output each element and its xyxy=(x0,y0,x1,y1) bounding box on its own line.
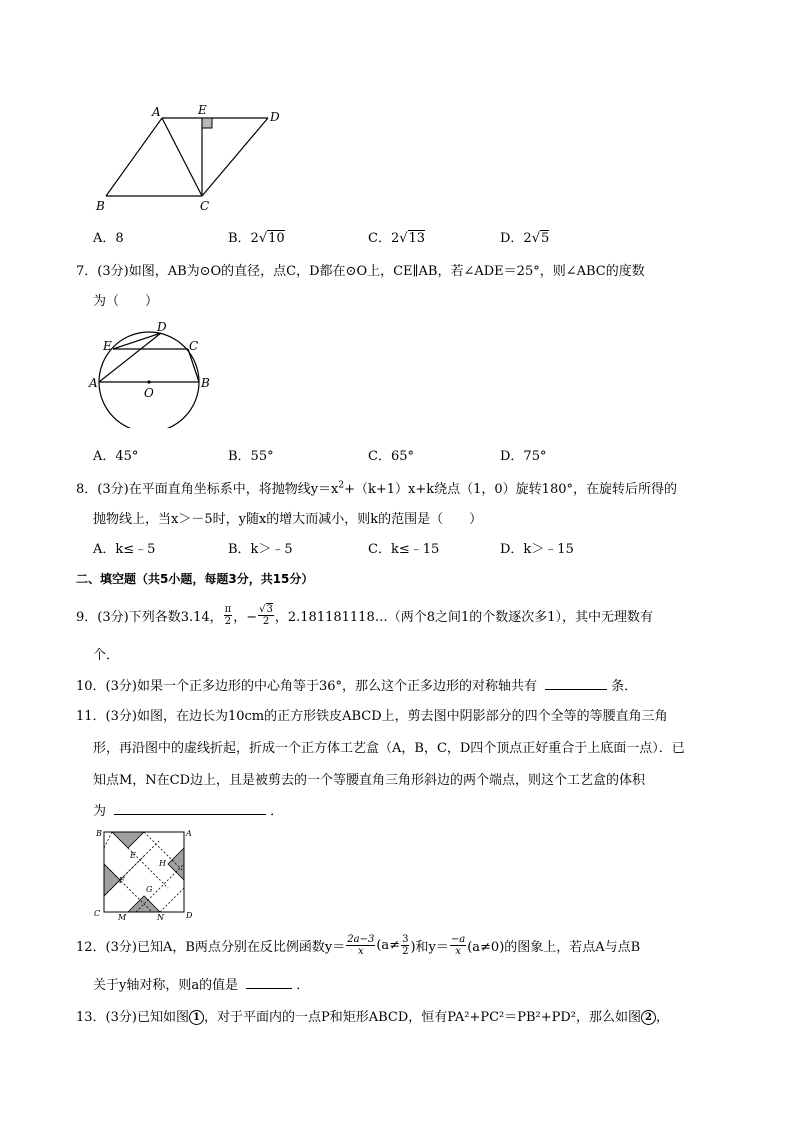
q12-line2-text: 关于y轴对称，则a的值是 xyxy=(93,978,239,993)
q13-text-a: 已知如图 xyxy=(136,1010,189,1025)
label-M: M xyxy=(118,913,127,922)
cut-triangle-left xyxy=(104,864,120,896)
chord-CB xyxy=(188,349,199,382)
q7-option-c: C．65° xyxy=(368,449,414,464)
label-A: A xyxy=(152,105,161,119)
q6-option-a: A．8 xyxy=(93,231,124,246)
label-O: O xyxy=(144,386,154,400)
q13-text-c: ， xyxy=(656,1010,670,1025)
q11-number: 11．(3分) xyxy=(76,709,137,724)
q11-line2: 形，再沿图中的虚线折起，折成一个正方体工艺盒（A，B，C，D四个顶点正好重合于上底面一点）．已 xyxy=(93,741,685,756)
q9-frac2-radicand: 3 xyxy=(266,603,273,615)
q9-frac2-den: 2 xyxy=(262,615,270,627)
q10-line xyxy=(76,675,637,694)
q12-cond1-den: 2 xyxy=(402,945,409,957)
q12-fraction-2 xyxy=(450,934,466,957)
q12-text-a: 已知A，B两点分别在反比例函数y＝ xyxy=(136,939,346,955)
q12-f1-den: x xyxy=(357,945,364,957)
q6-option-c: C．2√13 xyxy=(368,231,426,246)
q8-line1 xyxy=(76,478,677,497)
q12-line1 xyxy=(76,929,640,961)
figure-q6-parallelogram xyxy=(92,100,292,215)
q8-superscript: 2 xyxy=(338,480,345,491)
cut-triangle-top-left xyxy=(112,832,144,848)
section-2-title: 二、填空题（共5小题，每题3分，共15分） xyxy=(76,572,314,586)
label-D: D xyxy=(186,911,193,920)
q6-option-b: B．2√10 xyxy=(228,231,285,246)
q12-answer-blank[interactable] xyxy=(246,975,292,989)
label-E: E xyxy=(103,339,112,353)
q12-fraction-3-over-2 xyxy=(401,934,409,957)
q10-answer-blank[interactable] xyxy=(545,676,607,690)
q6-option-d-radicand: 5 xyxy=(541,231,550,246)
q10-number: 10．(3分) xyxy=(76,679,137,694)
label-C: C xyxy=(200,199,210,213)
center-point xyxy=(147,380,150,383)
q11-line4-suffix: ． xyxy=(270,804,284,819)
segment-DC xyxy=(202,118,268,196)
label-C: C xyxy=(189,339,199,353)
label-E: E xyxy=(198,103,207,117)
q9-line1 xyxy=(76,598,653,632)
q9-frac1-num: π xyxy=(224,603,232,615)
label-G: G xyxy=(146,885,153,894)
q7-number: 7．(3分) xyxy=(76,264,129,279)
q8-text-b: +（k+1）x+k绕点（1，0）旋转180°，在旋转后所得的 xyxy=(344,482,677,497)
label-D: D xyxy=(157,320,167,334)
label-B: B xyxy=(96,199,105,213)
q11-line4 xyxy=(93,800,283,819)
q9-frac1-den: 2 xyxy=(224,615,232,627)
q7-line2: 为（ ） xyxy=(93,294,159,309)
q7-line1 xyxy=(76,260,645,279)
q13-line1 xyxy=(76,1006,669,1025)
q8-line2: 抛物线上，当x＞－5时，y随x的增大而减小，则k的范围是（ ） xyxy=(93,512,483,527)
q12-f2-num: −a xyxy=(450,933,466,945)
q8-text-a: 在平面直角坐标系中，将抛物线y＝x xyxy=(128,482,339,497)
q9-frac2-num: √3 xyxy=(259,603,273,615)
label-A: A xyxy=(89,376,98,390)
q11-text-1: 如图，在边长为10cm的正方形铁皮ABCD上，剪去图中阴影部分的四个全等的等腰直角三角 xyxy=(136,709,668,724)
q9-sep: ，− xyxy=(233,609,258,625)
circled-number-2: 2 xyxy=(641,1010,656,1025)
q13-number: 13．(3分) xyxy=(76,1010,137,1025)
q11-line3: 知点M，N在CD边上，且是被剪去的一个等腰直角三角形斜边的两个端点，则这个工艺盒的体积 xyxy=(93,773,646,788)
segment-AC xyxy=(162,118,202,196)
label-D: D xyxy=(270,110,280,124)
q10-text-b: 条． xyxy=(611,679,638,694)
label-B: B xyxy=(201,376,210,390)
q11-line1 xyxy=(76,705,668,724)
q12-cond1-a: (a≠ xyxy=(376,937,401,953)
q6-option-b-prefix: B．2 xyxy=(228,231,259,246)
circle-O xyxy=(99,332,199,428)
q9-number: 9．(3分) xyxy=(76,609,129,625)
q9-text-a: 下列各数3.14， xyxy=(128,609,223,625)
q9-line2: 个． xyxy=(93,648,120,663)
q6-option-d-prefix: D．2 xyxy=(500,231,532,246)
q7-option-d: D．75° xyxy=(500,449,547,464)
q12-fraction-1 xyxy=(346,934,375,957)
q6-option-c-prefix: C．2 xyxy=(368,231,400,246)
q11-line4-prefix: 为 xyxy=(93,804,107,819)
q9-fraction-sqrt3-over-2 xyxy=(258,604,274,627)
q7-option-a: A．45° xyxy=(93,449,139,464)
label-B: B xyxy=(96,829,102,838)
label-C: C xyxy=(94,909,101,918)
q12-cond2: (a≠0)的图象上，若点A与点B xyxy=(467,939,641,955)
label-E: E xyxy=(130,851,136,860)
q12-line2-suffix: ． xyxy=(296,978,310,993)
q13-text-b: ，对于平面内的一点P和矩形ABCD，恒有PA²+PC²＝PB²+PD²，那么如图 xyxy=(203,1010,642,1025)
label-H: H xyxy=(159,859,166,868)
q10-text-a: 如果一个正多边形的中心角等于36°，那么这个正多边形的对称轴共有 xyxy=(136,679,538,694)
right-angle-mark xyxy=(202,118,212,128)
figure-q7-circle xyxy=(88,316,218,428)
q6-option-b-radicand: 10 xyxy=(268,231,285,246)
label-N: N xyxy=(157,913,164,922)
q12-number: 12．(3分) xyxy=(76,939,137,955)
q12-cond1-b: )和y＝ xyxy=(410,939,449,955)
circled-number-1: 1 xyxy=(189,1010,204,1025)
q7-text: 如图，AB为⊙O的直径，点C，D都在⊙O上，CE∥AB，若∠ADE＝25°，则∠ABC的度数 xyxy=(128,264,645,279)
label-F: F xyxy=(119,876,125,885)
label-A: A xyxy=(186,829,192,838)
q8-option-a: A．k≤﹣5 xyxy=(93,542,156,557)
q7-option-b: B．55° xyxy=(228,449,274,464)
segment-AB xyxy=(106,118,162,196)
q12-f2-den: x xyxy=(455,945,461,957)
q6-option-c-radicand: 13 xyxy=(408,231,426,246)
figure-q11-square xyxy=(88,824,198,922)
q8-option-d: D．k＞﹣15 xyxy=(500,542,574,557)
q12-line2 xyxy=(93,974,309,993)
q8-option-b: B．k＞﹣5 xyxy=(228,542,293,557)
q9-fraction-pi-over-2 xyxy=(224,604,233,627)
q8-option-c: C．k≤﹣15 xyxy=(368,542,440,557)
q8-number: 8．(3分) xyxy=(76,482,129,497)
q12-cond1-num: 3 xyxy=(402,933,409,945)
q11-answer-blank[interactable] xyxy=(114,801,266,815)
q12-f1-num: 2a−3 xyxy=(347,933,375,945)
q9-text-b: ，2.181181118…（两个8之间1的个数逐次多1），其中无理数有 xyxy=(274,609,654,625)
q6-option-d: D．2√5 xyxy=(500,231,550,246)
